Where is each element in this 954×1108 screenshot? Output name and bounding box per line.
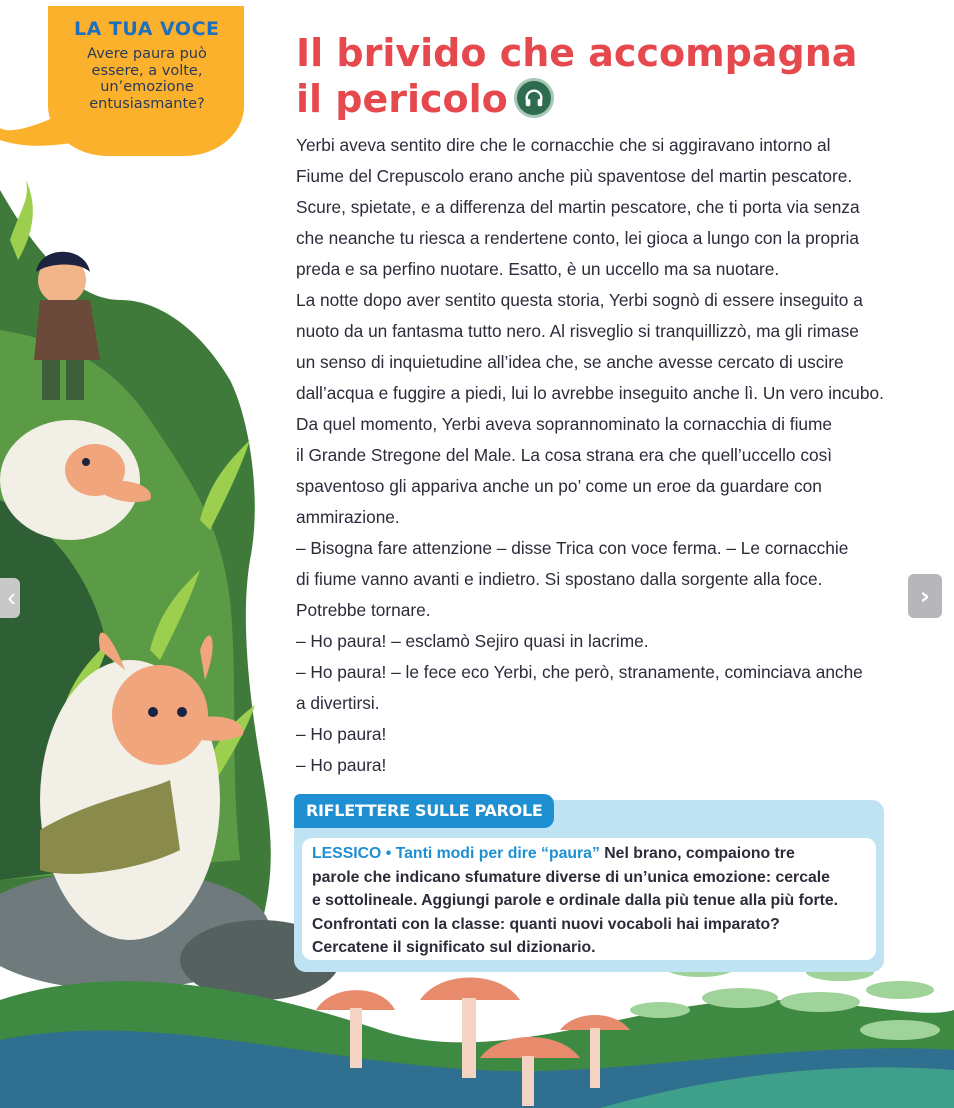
lessico-label: LESSICO • Tanti modi per dire “paura” — [312, 845, 600, 862]
story-line: spaventoso gli appariva anche un po’ come un eroe da guardare con — [296, 476, 822, 496]
exercise-line: Cercatene il significato sul dizionario. — [312, 939, 596, 956]
story-line: dall’acqua e fuggire a piedi, lui lo avrebbe inseguito anche lì. Un vero incubo. — [296, 383, 884, 403]
story-line: – Ho paura! – esclamò Sejiro quasi in lacrime. — [296, 631, 649, 651]
story-line: – Bisogna fare attenzione – disse Trica con voce ferma. – Le cornacchie — [296, 538, 849, 558]
story-line: a divertirsi. — [296, 693, 380, 713]
title-line-1: Il brivido che accompagna — [296, 31, 858, 75]
story-line: preda e sa perfino nuotare. Esatto, è un uccello ma sa nuotare. — [296, 259, 780, 279]
exercise-line: parole che indicano sfumature diverse di un’unica emozione: cercale — [312, 868, 830, 886]
story-line: – Ho paura! — [296, 755, 387, 775]
exercise-line — [312, 842, 872, 866]
story-line: – Ho paura! – le fece eco Yerbi, che però, stranamente, cominciava anche — [296, 662, 863, 682]
story-line: La notte dopo aver sentito questa storia, Yerbi sognò di essere inseguito a — [296, 290, 863, 310]
title-line-2: il pericolo — [296, 77, 508, 121]
chevron-left-icon: ‹ — [7, 582, 16, 612]
story-line: il Grande Stregone del Male. La cosa strana era che quell’uccello così — [296, 445, 833, 465]
story-line: che neanche tu riesca a rendertene conto, lei gioca a lungo con la propria — [296, 228, 859, 248]
chevron-right-icon: › — [920, 582, 930, 610]
bubble-question — [56, 46, 238, 112]
story-line: un senso di inquietudine all’idea che, se anche avesse cercato di uscire — [296, 352, 844, 372]
story-line: Fiume del Crepuscolo erano anche più spaventose del martin pescatore. — [296, 166, 853, 186]
bubble-line: un’emozione — [100, 79, 194, 95]
bubble-line: entusiasmante? — [89, 95, 205, 112]
story-line: Da quel momento, Yerbi aveva soprannominato la cornacchia di fiume — [296, 414, 833, 434]
headphones-icon — [523, 87, 545, 109]
story-line: nuoto da un fantasma tutto nero. Al risveglio si tranquillizzò, ma gli rimase — [296, 321, 859, 341]
bubble-title: LA TUA VOCE — [74, 18, 220, 40]
story-line: Scure, spietate, e a differenza del martin pescatore, che ti porta via senza — [296, 197, 860, 217]
exercise-text: Nel brano, compaiono tre — [599, 845, 795, 862]
audio-play-button[interactable] — [514, 78, 554, 118]
reflect-tab-label: RIFLETTERE SULLE PAROLE — [294, 794, 554, 828]
bubble-line: essere, a volte, — [91, 62, 203, 79]
story-line: ammirazione. — [296, 507, 400, 527]
exercise-line: e sottolineale. Aggiungi parole e ordinale dalla più tenue alla più forte. — [312, 892, 839, 909]
story-line: Potrebbe tornare. — [296, 600, 431, 620]
story-line: di fiume vanno avanti e indietro. Si spostano dalla sorgente alla foce. — [296, 569, 823, 589]
story-line: – Ho paura! — [296, 724, 387, 744]
story-line: Yerbi aveva sentito dire che le cornacchie che si aggiravano intorno al — [296, 135, 831, 155]
next-page-button[interactable] — [908, 574, 942, 618]
bubble-line: Avere paura può — [87, 46, 207, 62]
lessico-exercise — [312, 842, 872, 960]
page-title — [296, 30, 916, 122]
story-text — [296, 130, 896, 781]
exercise-line: Confrontati con la classe: quanti nuovi vocaboli hai imparato? — [312, 915, 780, 933]
prev-page-button[interactable] — [0, 578, 20, 618]
